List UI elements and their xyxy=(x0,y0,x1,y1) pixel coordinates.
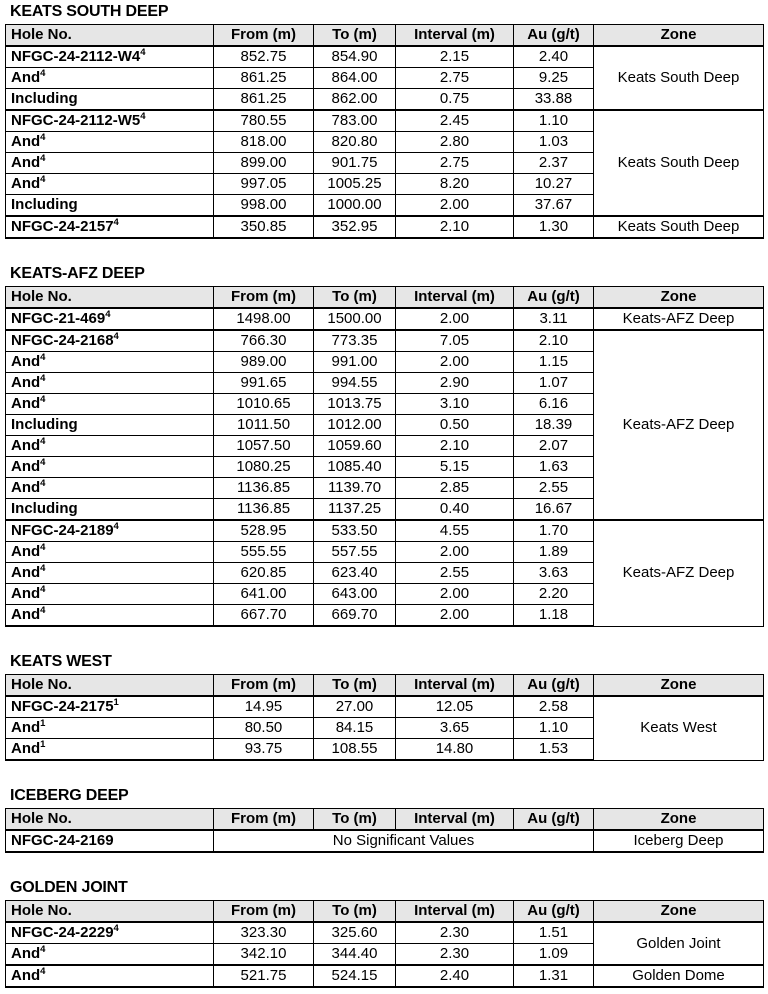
section-golden-joint xyxy=(5,879,763,988)
cell-to: 1012.00 xyxy=(314,415,396,436)
cell-hole xyxy=(6,830,214,852)
cell-hole xyxy=(6,68,214,89)
header-row xyxy=(6,901,764,923)
column-header-au-g-t: Au (g/t) xyxy=(514,287,594,309)
hole-label: And xyxy=(11,967,41,984)
cell-au: 16.67 xyxy=(514,499,594,521)
cell-interval: 2.00 xyxy=(396,605,514,627)
column-header-zone: Zone xyxy=(594,675,764,697)
column-header-interval-m: Interval (m) xyxy=(396,25,514,47)
table-row xyxy=(6,696,764,718)
cell-from: 1498.00 xyxy=(214,308,314,330)
cell-from: 989.00 xyxy=(214,352,314,373)
column-header-hole-no: Hole No. xyxy=(6,809,214,831)
cell-hole xyxy=(6,457,214,478)
cell-zone: Keats South Deep xyxy=(594,46,764,110)
footnote-superscript: 4 xyxy=(40,394,46,405)
column-header-from-m: From (m) xyxy=(214,25,314,47)
cell-hole xyxy=(6,330,214,352)
cell-zone: Golden Joint xyxy=(594,922,764,965)
cell-from: 1136.85 xyxy=(214,499,314,521)
cell-to: 344.40 xyxy=(314,944,396,966)
footnote-superscript: 4 xyxy=(40,153,46,164)
cell-from: 766.30 xyxy=(214,330,314,352)
cell-from: 667.70 xyxy=(214,605,314,627)
cell-interval: 2.55 xyxy=(396,563,514,584)
cell-au: 2.37 xyxy=(514,153,594,174)
hole-label: NFGC-24-2168 xyxy=(11,332,114,349)
cell-hole xyxy=(6,478,214,499)
footnote-superscript: 4 xyxy=(40,542,46,553)
cell-au: 2.40 xyxy=(514,46,594,68)
cell-au: 18.39 xyxy=(514,415,594,436)
section-title: KEATS-AFZ DEEP xyxy=(10,265,145,282)
hole-label: NFGC-24-2189 xyxy=(11,522,114,539)
cell-to: 1137.25 xyxy=(314,499,396,521)
cell-zone: Keats West xyxy=(594,696,764,760)
cell-hole xyxy=(6,965,214,987)
column-header-hole-no: Hole No. xyxy=(6,675,214,697)
cell-hole xyxy=(6,696,214,718)
cell-au: 2.07 xyxy=(514,436,594,457)
column-header-from-m: From (m) xyxy=(214,901,314,923)
cell-zone: Keats-AFZ Deep xyxy=(594,520,764,626)
table-row xyxy=(6,110,764,132)
cell-interval: 2.10 xyxy=(396,436,514,457)
cell-from: 1010.65 xyxy=(214,394,314,415)
cell-au: 1.03 xyxy=(514,132,594,153)
cell-to: 783.00 xyxy=(314,110,396,132)
cell-interval: 5.15 xyxy=(396,457,514,478)
cell-from: 780.55 xyxy=(214,110,314,132)
section-title: ICEBERG DEEP xyxy=(10,787,129,804)
cell-zone: Keats South Deep xyxy=(594,110,764,216)
footnote-superscript: 4 xyxy=(140,111,146,122)
cell-au: 1.18 xyxy=(514,605,594,627)
cell-hole xyxy=(6,373,214,394)
hole-label: NFGC-21-469 xyxy=(11,310,106,327)
cell-to: 623.40 xyxy=(314,563,396,584)
cell-zone: Iceberg Deep xyxy=(594,830,764,852)
cell-no-significant-values: No Significant Values xyxy=(214,830,594,852)
footnote-superscript: 4 xyxy=(113,521,119,532)
column-header-hole-no: Hole No. xyxy=(6,287,214,309)
cell-to: 862.00 xyxy=(314,89,396,111)
cell-hole xyxy=(6,436,214,457)
hole-label: And xyxy=(11,154,41,171)
footnote-superscript: 4 xyxy=(40,478,46,489)
hole-label: NFGC-24-2169 xyxy=(11,832,114,849)
column-header-interval-m: Interval (m) xyxy=(396,809,514,831)
cell-to: 669.70 xyxy=(314,605,396,627)
hole-label: And xyxy=(11,585,41,602)
table-row xyxy=(6,830,764,852)
cell-hole xyxy=(6,352,214,373)
footnote-superscript: 4 xyxy=(40,584,46,595)
hole-label: Including xyxy=(11,416,78,433)
section-keats-south-deep xyxy=(5,3,763,239)
column-header-from-m: From (m) xyxy=(214,287,314,309)
cell-au: 1.15 xyxy=(514,352,594,373)
cell-hole xyxy=(6,542,214,563)
column-header-to-m: To (m) xyxy=(314,809,396,831)
cell-au: 1.10 xyxy=(514,718,594,739)
cell-hole xyxy=(6,394,214,415)
header-row xyxy=(6,287,764,309)
cell-zone: Golden Dome xyxy=(594,965,764,987)
table-row xyxy=(6,520,764,542)
cell-from: 555.55 xyxy=(214,542,314,563)
cell-from: 93.75 xyxy=(214,739,314,761)
cell-from: 1011.50 xyxy=(214,415,314,436)
column-header-interval-m: Interval (m) xyxy=(396,675,514,697)
section-title: GOLDEN JOINT xyxy=(10,879,128,896)
cell-to: 557.55 xyxy=(314,542,396,563)
cell-interval: 0.40 xyxy=(396,499,514,521)
cell-interval: 2.00 xyxy=(396,352,514,373)
cell-interval: 8.20 xyxy=(396,174,514,195)
hole-label: Including xyxy=(11,196,78,213)
column-header-to-m: To (m) xyxy=(314,675,396,697)
footnote-superscript: 4 xyxy=(40,605,46,616)
cell-to: 524.15 xyxy=(314,965,396,987)
column-header-au-g-t: Au (g/t) xyxy=(514,675,594,697)
cell-from: 998.00 xyxy=(214,195,314,217)
cell-au: 33.88 xyxy=(514,89,594,111)
cell-au: 2.58 xyxy=(514,696,594,718)
column-header-interval-m: Interval (m) xyxy=(396,901,514,923)
cell-au: 1.09 xyxy=(514,944,594,966)
cell-hole xyxy=(6,216,214,238)
cell-from: 1080.25 xyxy=(214,457,314,478)
cell-hole xyxy=(6,110,214,132)
footnote-superscript: 4 xyxy=(40,373,46,384)
column-header-hole-no: Hole No. xyxy=(6,25,214,47)
cell-hole xyxy=(6,499,214,521)
footnote-superscript: 4 xyxy=(40,966,46,977)
cell-hole xyxy=(6,132,214,153)
hole-label: And xyxy=(11,945,41,962)
cell-interval: 3.10 xyxy=(396,394,514,415)
cell-au: 2.55 xyxy=(514,478,594,499)
cell-to: 854.90 xyxy=(314,46,396,68)
cell-au: 2.10 xyxy=(514,330,594,352)
cell-to: 1139.70 xyxy=(314,478,396,499)
cell-au: 1.10 xyxy=(514,110,594,132)
hole-label: Including xyxy=(11,500,78,517)
cell-interval: 2.15 xyxy=(396,46,514,68)
cell-interval: 7.05 xyxy=(396,330,514,352)
cell-interval: 12.05 xyxy=(396,696,514,718)
cell-from: 521.75 xyxy=(214,965,314,987)
cell-from: 350.85 xyxy=(214,216,314,238)
cell-interval: 2.30 xyxy=(396,922,514,944)
cell-hole xyxy=(6,89,214,111)
footnote-superscript: 4 xyxy=(40,436,46,447)
header-row xyxy=(6,675,764,697)
table-row xyxy=(6,46,764,68)
cell-from: 342.10 xyxy=(214,944,314,966)
cell-hole xyxy=(6,153,214,174)
cell-au: 37.67 xyxy=(514,195,594,217)
cell-interval: 0.50 xyxy=(396,415,514,436)
hole-label: And xyxy=(11,564,41,581)
column-header-au-g-t: Au (g/t) xyxy=(514,25,594,47)
column-header-from-m: From (m) xyxy=(214,809,314,831)
cell-interval: 2.75 xyxy=(396,68,514,89)
column-header-to-m: To (m) xyxy=(314,901,396,923)
cell-au: 1.89 xyxy=(514,542,594,563)
cell-hole xyxy=(6,415,214,436)
table-row xyxy=(6,922,764,944)
cell-interval: 2.90 xyxy=(396,373,514,394)
cell-interval: 2.80 xyxy=(396,132,514,153)
cell-au: 1.63 xyxy=(514,457,594,478)
cell-to: 901.75 xyxy=(314,153,396,174)
cell-from: 80.50 xyxy=(214,718,314,739)
cell-from: 1057.50 xyxy=(214,436,314,457)
cell-hole xyxy=(6,563,214,584)
column-header-interval-m: Interval (m) xyxy=(396,287,514,309)
hole-label: And xyxy=(11,353,41,370)
hole-label: And xyxy=(11,719,41,736)
cell-interval: 4.55 xyxy=(396,520,514,542)
cell-to: 1500.00 xyxy=(314,308,396,330)
cell-from: 861.25 xyxy=(214,68,314,89)
hole-label: And xyxy=(11,458,41,475)
cell-to: 1013.75 xyxy=(314,394,396,415)
cell-au: 1.31 xyxy=(514,965,594,987)
cell-from: 620.85 xyxy=(214,563,314,584)
cell-au: 9.25 xyxy=(514,68,594,89)
column-header-au-g-t: Au (g/t) xyxy=(514,901,594,923)
footnote-superscript: 1 xyxy=(113,697,119,708)
footnote-superscript: 4 xyxy=(113,331,119,342)
cell-to: 533.50 xyxy=(314,520,396,542)
cell-from: 14.95 xyxy=(214,696,314,718)
column-header-hole-no: Hole No. xyxy=(6,901,214,923)
hole-label: And xyxy=(11,606,41,623)
cell-from: 997.05 xyxy=(214,174,314,195)
cell-interval: 2.00 xyxy=(396,195,514,217)
cell-to: 994.55 xyxy=(314,373,396,394)
cell-hole xyxy=(6,308,214,330)
cell-hole xyxy=(6,739,214,761)
section-iceberg-deep xyxy=(5,787,763,853)
cell-interval: 2.00 xyxy=(396,584,514,605)
cell-to: 1085.40 xyxy=(314,457,396,478)
cell-au: 6.16 xyxy=(514,394,594,415)
cell-to: 1059.60 xyxy=(314,436,396,457)
cell-hole xyxy=(6,195,214,217)
hole-label: NFGC-24-2112-W5 xyxy=(11,112,141,129)
cell-hole xyxy=(6,922,214,944)
column-header-zone: Zone xyxy=(594,901,764,923)
cell-to: 84.15 xyxy=(314,718,396,739)
hole-label: Including xyxy=(11,90,78,107)
cell-to: 108.55 xyxy=(314,739,396,761)
table-row xyxy=(6,965,764,987)
column-header-zone: Zone xyxy=(594,809,764,831)
cell-hole xyxy=(6,174,214,195)
hole-label: And xyxy=(11,133,41,150)
cell-interval: 2.00 xyxy=(396,542,514,563)
hole-label: NFGC-24-2175 xyxy=(11,698,114,715)
cell-au: 3.63 xyxy=(514,563,594,584)
results-table xyxy=(5,900,764,988)
hole-label: And xyxy=(11,479,41,496)
cell-to: 643.00 xyxy=(314,584,396,605)
cell-au: 1.70 xyxy=(514,520,594,542)
cell-from: 818.00 xyxy=(214,132,314,153)
cell-au: 1.53 xyxy=(514,739,594,761)
footnote-superscript: 4 xyxy=(40,352,46,363)
cell-au: 3.11 xyxy=(514,308,594,330)
footnote-superscript: 1 xyxy=(40,718,46,729)
cell-interval: 2.85 xyxy=(396,478,514,499)
results-table xyxy=(5,674,764,761)
footnote-superscript: 4 xyxy=(113,923,119,934)
cell-interval: 0.75 xyxy=(396,89,514,111)
cell-from: 528.95 xyxy=(214,520,314,542)
cell-to: 820.80 xyxy=(314,132,396,153)
column-header-to-m: To (m) xyxy=(314,287,396,309)
footnote-superscript: 4 xyxy=(140,47,146,58)
cell-from: 899.00 xyxy=(214,153,314,174)
cell-from: 861.25 xyxy=(214,89,314,111)
footnote-superscript: 1 xyxy=(40,739,46,750)
hole-label: NFGC-24-2229 xyxy=(11,924,114,941)
cell-to: 27.00 xyxy=(314,696,396,718)
table-row xyxy=(6,216,764,238)
cell-from: 852.75 xyxy=(214,46,314,68)
cell-to: 1000.00 xyxy=(314,195,396,217)
footnote-superscript: 4 xyxy=(40,132,46,143)
results-table xyxy=(5,808,764,853)
header-row xyxy=(6,809,764,831)
footnote-superscript: 4 xyxy=(40,457,46,468)
hole-label: NFGC-24-2157 xyxy=(11,218,114,235)
hole-label: And xyxy=(11,395,41,412)
section-keats-afz-deep xyxy=(5,265,763,627)
table-row xyxy=(6,308,764,330)
cell-interval: 2.75 xyxy=(396,153,514,174)
footnote-superscript: 4 xyxy=(105,309,111,320)
cell-to: 1005.25 xyxy=(314,174,396,195)
column-header-zone: Zone xyxy=(594,25,764,47)
hole-label: And xyxy=(11,374,41,391)
cell-to: 773.35 xyxy=(314,330,396,352)
cell-interval: 3.65 xyxy=(396,718,514,739)
hole-label: And xyxy=(11,175,41,192)
cell-to: 864.00 xyxy=(314,68,396,89)
hole-label: And xyxy=(11,437,41,454)
cell-to: 991.00 xyxy=(314,352,396,373)
cell-zone: Keats-AFZ Deep xyxy=(594,308,764,330)
cell-hole xyxy=(6,46,214,68)
cell-hole xyxy=(6,520,214,542)
header-row xyxy=(6,25,764,47)
cell-hole xyxy=(6,584,214,605)
column-header-zone: Zone xyxy=(594,287,764,309)
section-title: KEATS WEST xyxy=(10,653,112,670)
section-keats-west xyxy=(5,653,763,761)
cell-au: 1.30 xyxy=(514,216,594,238)
results-table xyxy=(5,24,764,239)
cell-to: 325.60 xyxy=(314,922,396,944)
column-header-from-m: From (m) xyxy=(214,675,314,697)
cell-from: 1136.85 xyxy=(214,478,314,499)
footnote-superscript: 4 xyxy=(40,68,46,79)
hole-label: And xyxy=(11,740,41,757)
cell-to: 352.95 xyxy=(314,216,396,238)
cell-hole xyxy=(6,605,214,627)
cell-zone: Keats-AFZ Deep xyxy=(594,330,764,520)
footnote-superscript: 4 xyxy=(40,563,46,574)
section-title: KEATS SOUTH DEEP xyxy=(10,3,169,20)
cell-from: 323.30 xyxy=(214,922,314,944)
cell-interval: 2.00 xyxy=(396,308,514,330)
cell-from: 641.00 xyxy=(214,584,314,605)
column-header-au-g-t: Au (g/t) xyxy=(514,809,594,831)
cell-interval: 2.30 xyxy=(396,944,514,966)
cell-interval: 2.45 xyxy=(396,110,514,132)
results-table xyxy=(5,286,764,627)
cell-hole xyxy=(6,944,214,966)
cell-au: 2.20 xyxy=(514,584,594,605)
hole-label: And xyxy=(11,69,41,86)
cell-hole xyxy=(6,718,214,739)
footnote-superscript: 4 xyxy=(40,174,46,185)
cell-au: 10.27 xyxy=(514,174,594,195)
cell-zone: Keats South Deep xyxy=(594,216,764,238)
cell-au: 1.51 xyxy=(514,922,594,944)
cell-interval: 2.10 xyxy=(396,216,514,238)
cell-au: 1.07 xyxy=(514,373,594,394)
cell-interval: 2.40 xyxy=(396,965,514,987)
footnote-superscript: 4 xyxy=(40,944,46,955)
cell-from: 991.65 xyxy=(214,373,314,394)
column-header-to-m: To (m) xyxy=(314,25,396,47)
hole-label: And xyxy=(11,543,41,560)
footnote-superscript: 4 xyxy=(113,217,119,228)
cell-interval: 14.80 xyxy=(396,739,514,761)
table-row xyxy=(6,330,764,352)
hole-label: NFGC-24-2112-W4 xyxy=(11,48,141,65)
